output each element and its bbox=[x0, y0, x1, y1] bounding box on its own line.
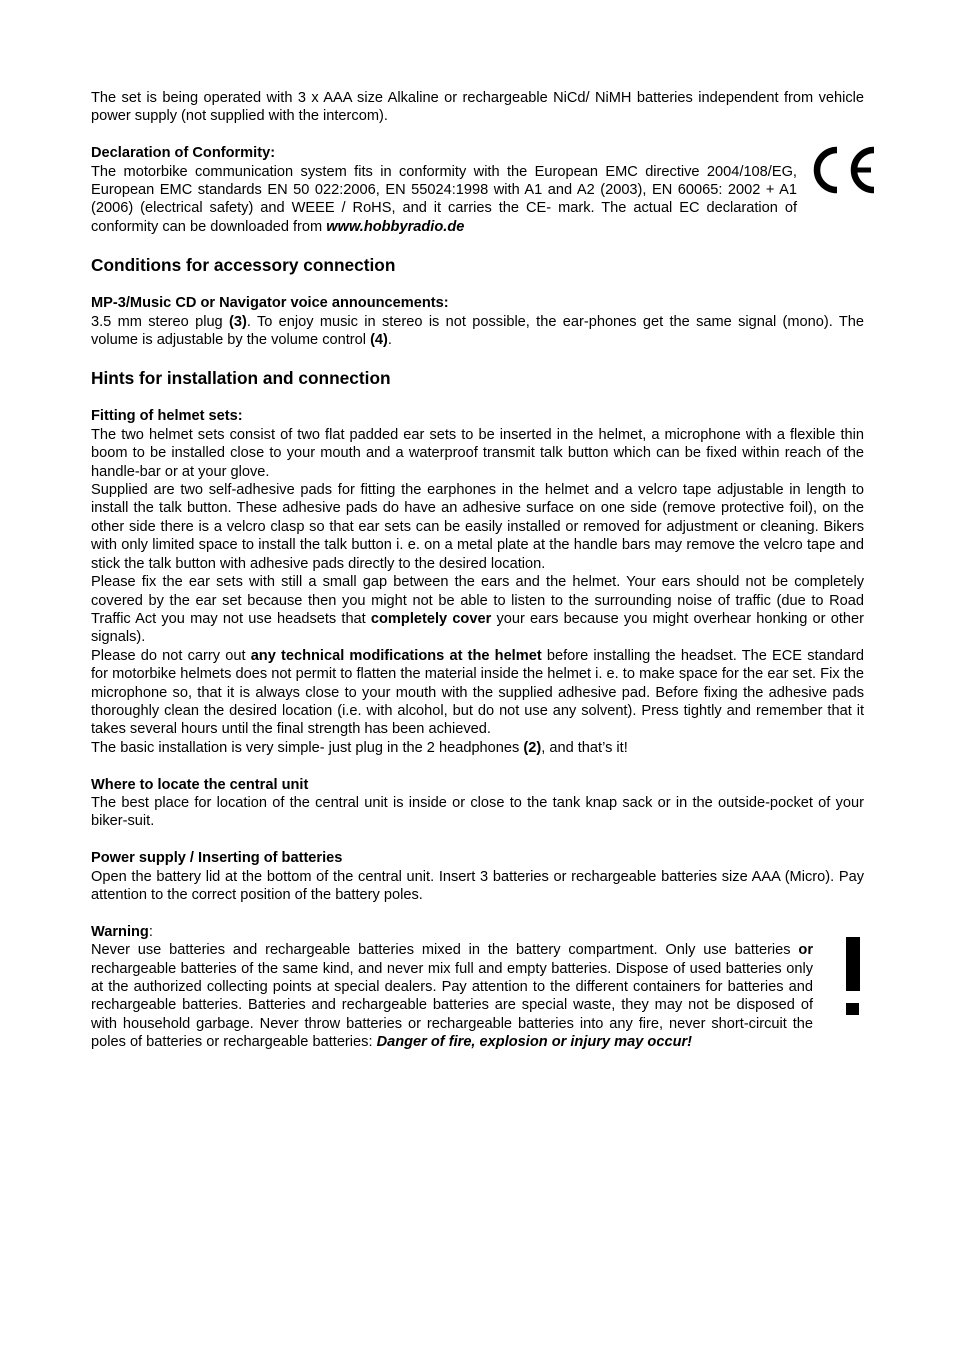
fitting-p3 bbox=[91, 573, 864, 647]
warning-heading: Warning bbox=[91, 923, 149, 940]
accessory-heading: Conditions for accessory connection bbox=[91, 255, 396, 276]
conformity-text bbox=[91, 163, 797, 237]
central-text: The best place for location of the central unit is inside or close to the tank knap sack or in the outside-pocket of your biker-suit. bbox=[91, 794, 864, 830]
accessory-paragraph bbox=[91, 313, 864, 350]
power-text: Open the battery lid at the bottom of the central unit. Insert 3 batteries or rechargeable batteries size AAA (Micro). Pay attention to the correct position of the battery poles. bbox=[91, 868, 864, 903]
fitting-p5-a: The basic installation is very simple- just plug in the 2 headphones bbox=[91, 739, 524, 756]
ref-2: (2) bbox=[523, 739, 542, 756]
warning-text bbox=[91, 941, 813, 1051]
hints-heading: Hints for installation and connection bbox=[91, 368, 391, 389]
mp3-subheading: MP-3/Music CD or Navigator voice announcements: bbox=[91, 295, 449, 312]
warning-heading-line bbox=[91, 923, 813, 941]
warning-section bbox=[91, 923, 864, 1052]
fitting-p4-a: Please do not carry out bbox=[91, 647, 251, 664]
fitting-p3-c: your ears because you might overhear honking or other signals). bbox=[91, 610, 864, 646]
ref-4: (4) bbox=[370, 332, 388, 349]
warning-text-2: rechargeable batteries of the same kind, and never mix full and empty batteries. Dispose of used batteries only at the authorized collecting points at special dealers. Pay attention to the different containers for batteries and rechargeable batteries. Batteries and rechargeable batteries are special waste, they may not be disposed of with household garbage. Never throw batteries or rechargeable batteries into any fire, never short-circuit the poles of batteries or rechargeable batteries: bbox=[91, 960, 813, 1051]
accessory-text-2: . To enjoy music in stereo is not possible, the ear-phones get the same signal (mono). The volume is adjustable by the volume control bbox=[91, 313, 864, 349]
fitting-p4-bold: any technical modifications at the helmet bbox=[250, 647, 542, 664]
conformity-heading: Declaration of Conformity: bbox=[91, 145, 276, 162]
danger-text: Danger of fire, explosion or injury may occur! bbox=[376, 1034, 693, 1051]
ref-3: (3) bbox=[229, 313, 247, 330]
website-link[interactable]: www.hobbyradio.de bbox=[326, 218, 465, 235]
fitting-p2: Supplied are two self-adhesive pads for fitting the earphones in the helmet and a velcro tape adjustable in length to install the talk button. These adhesive pads do have an adhesive surface on one side (remove protective foil), on the other side there is a velcro clasp so that ear sets can be easily installed or removed for adjustment or cleaning. Bikers with only limited space to install the talk button i. e. on a metal plate at the handle bars may remove the velcro tape and stick the talk button with adhesive pads directly to the desired location. bbox=[91, 482, 864, 572]
exclamation-icon bbox=[846, 937, 860, 1017]
accessory-text-1: 3.5 mm stereo plug bbox=[91, 313, 229, 330]
fitting-p4 bbox=[91, 647, 864, 739]
central-heading: Where to locate the central unit bbox=[91, 776, 309, 793]
warning-text-1: Never use batteries and rechargeable batteries mixed in the battery compartment. Only use batteries bbox=[91, 942, 799, 959]
fitting-p4-c: before installing the headset. The ECE standard for motorbike helmets does not permit to flatten the material inside the helmet i. e. to make space for the ear set. Fix the microphone so, that it is always close to your mouth with the supplied adhesive pad. Before fixing the adhesive pads thoroughly clean the desired location (i.e. with alcohol, but do not use any solvent). Press tightly and remember that it takes several hours until the final strength has been achieved. bbox=[91, 647, 864, 738]
power-heading: Power supply / Inserting of batteries bbox=[91, 850, 343, 867]
fitting-p3-a: Please fix the ear sets with still a small gap between the ears and the helmet. Your ears should not be completely covered by the ear set because then you might not be able to listen to the surrounding noise of traffic (due to Road Traffic Act you may not use headsets that bbox=[91, 574, 864, 627]
intro-paragraph: The set is being operated with 3 x AAA size Alkaline or rechargeable NiCd/ NiMH batteries independent from vehicle power supply (not supplied with the intercom). bbox=[91, 90, 864, 125]
conformity-section bbox=[91, 144, 864, 236]
fitting-heading: Fitting of helmet sets: bbox=[91, 408, 243, 425]
accessory-text-3: . bbox=[387, 332, 392, 349]
conformity-body: The motorbike communication system fits in conformity with the European EMC directive 2004/108/EG, European EMC standards EN 50 022:2006, EN 55024:1998 with A1 and A2 (2003), EN 60065: 2002 + A1 (2006) (electrical safety) and WEEE / RoHS, and it carries the CE- mark. The actual EC declaration of conformity can be downloaded from bbox=[91, 163, 797, 235]
warning-colon: : bbox=[148, 923, 153, 940]
document-page bbox=[91, 89, 864, 1052]
fitting-p5 bbox=[91, 739, 864, 757]
ce-mark-icon bbox=[810, 144, 880, 196]
fitting-p1: The two helmet sets consist of two flat padded ear sets to be inserted in the helmet, a microphone with a flexible thin boom to be installed close to your mouth and a waterproof transmit talk button which can be fixed within reach of the handle-bar or at your glove. bbox=[91, 426, 864, 480]
fitting-p3-bold: completely cover bbox=[370, 610, 492, 627]
warning-or: or bbox=[798, 942, 813, 959]
fitting-p5-c: , and that’s it! bbox=[541, 739, 628, 756]
